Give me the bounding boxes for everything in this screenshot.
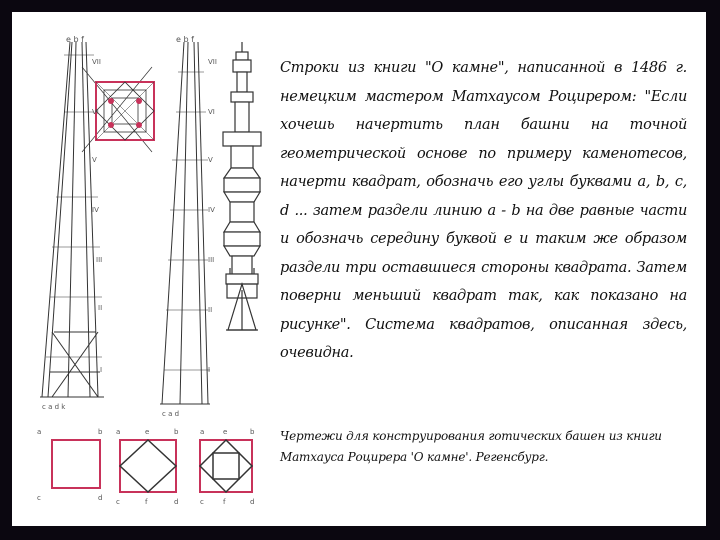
tower-1-level-III: III (96, 256, 103, 264)
square-2-label-f: f (145, 498, 148, 506)
tower-2-top-letters: e b f (176, 35, 194, 44)
square-3-label-b: b (250, 428, 255, 436)
tower-3-elevation (223, 42, 261, 330)
square-2-label-d: d (174, 498, 179, 506)
square-2-label-e: e (145, 428, 150, 436)
tower-2-level-VII: VII (208, 58, 217, 66)
square-1-label-d: d (98, 494, 103, 502)
slide (12, 12, 706, 526)
square-3-label-c: c (200, 498, 204, 506)
tower-2-level-IV: IV (208, 206, 215, 214)
square-3-label-a: a (200, 428, 205, 436)
square-2-label-b: b (174, 428, 179, 436)
tower-2-level-II: II (208, 306, 213, 314)
tower-1-top-letters: e b f (66, 35, 84, 44)
tower-1-level-V: V (92, 156, 97, 164)
tower-2-bottom-letters: c a d (162, 410, 180, 418)
square-1-label-b: b (98, 428, 103, 436)
tower-1-level-VII: VII (92, 58, 101, 66)
tower-1-bottom-letters: c a d k (42, 403, 66, 411)
construction-square-2 (120, 440, 176, 492)
main-quote-text: Строки из книги "О камне", написанной в 1486 г. немецким мастером Матхаусом Роцирером: "Если хочешь начертить план башни на точной геометрической основе по примеру каменотесов, начерти квадрат, обозначь его углы буквами a, b, c, d ... затем раздели линию a - b на две равные части и обозначь середину буквой e и таким же образом раздели три оставшиеся стороны квадрата. Затем поверни меньший квадрат так, как показано на рисунке". Система квадратов, описанная здесь, очевидна. (280, 60, 687, 361)
tower-1-level-VI: VI (92, 108, 99, 116)
tower-2-level-VI: VI (208, 108, 215, 116)
square-1-label-a: a (37, 428, 42, 436)
tower-2-level-V: V (208, 156, 213, 164)
square-3-label-f: f (223, 498, 226, 506)
construction-square-3 (200, 440, 252, 492)
plan-square-detail (96, 82, 154, 140)
tower-1-level-I: I (100, 366, 103, 374)
tower-2-level-I: I (208, 366, 211, 374)
square-2-label-c: c (116, 498, 120, 506)
square-1-label-c: c (37, 494, 41, 502)
tower-1-level-IV: IV (92, 206, 99, 214)
square-3-label-e: e (223, 428, 228, 436)
construction-square-1 (52, 440, 100, 488)
tower-drawings-figure (12, 12, 292, 526)
tower-1-level-II: II (98, 304, 103, 312)
figure-caption: Чертежи для конструирования готических башен из книги Матхауса Роцирера 'О камне'. Регенсбург. (280, 429, 662, 464)
tower-2-level-III: III (208, 256, 215, 264)
square-3-label-d: d (250, 498, 255, 506)
square-2-label-a: a (116, 428, 121, 436)
